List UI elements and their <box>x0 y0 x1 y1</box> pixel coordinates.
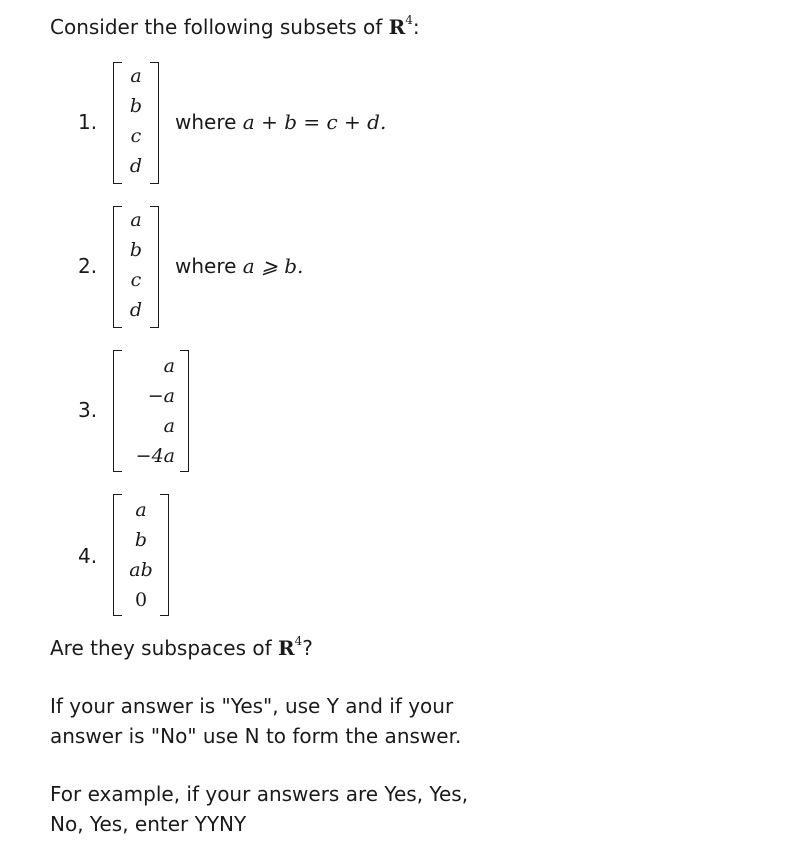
vector-matrix-2 <box>113 206 159 328</box>
instructions-line-2: answer is "No" use N to form the answer. <box>50 724 462 748</box>
condition-end: . <box>297 254 304 278</box>
question-line <box>50 636 313 660</box>
matrix-entry: b <box>129 239 143 261</box>
matrix-entry: a <box>163 415 175 437</box>
item-number: 3. <box>78 398 98 422</box>
matrix-entry: ab <box>129 559 153 581</box>
instructions-line-1: If your answer is "Yes", use Y and if your <box>50 694 454 718</box>
matrix-entry: a <box>163 355 175 377</box>
matrix-entry: a <box>135 499 147 521</box>
matrix-entry: d <box>129 155 143 177</box>
item-number: 1. <box>78 110 98 134</box>
example-line-1: For example, if your answers are Yes, Yes, <box>50 782 469 806</box>
set-exponent: 4 <box>405 13 413 28</box>
vector-matrix-4 <box>113 494 169 616</box>
matrix-entry: −4a <box>135 445 175 467</box>
example-line-2: No, Yes, enter YYNY <box>50 812 247 836</box>
condition-math: a + b = c + d <box>242 110 380 134</box>
condition-2 <box>175 254 303 278</box>
matrix-entry: d <box>129 299 143 321</box>
condition-1 <box>175 110 386 134</box>
matrix-entry: 0 <box>134 589 148 611</box>
question-text: Are they subspaces of <box>50 636 279 660</box>
vector-matrix-1 <box>113 62 159 184</box>
matrix-entry: c <box>130 269 142 291</box>
intro-text: Consider the following subsets of <box>50 15 389 39</box>
intro-end: : <box>412 15 420 39</box>
matrix-entry: b <box>134 529 148 551</box>
intro-line <box>50 15 420 39</box>
matrix-entry: −a <box>147 385 175 407</box>
set-symbol: R <box>278 636 295 660</box>
set-exponent: 4 <box>294 634 303 649</box>
condition-prefix: where <box>175 254 243 278</box>
matrix-entry: b <box>129 95 143 117</box>
question-end: ? <box>302 636 313 660</box>
condition-math: a ⩾ b <box>242 254 297 278</box>
set-symbol: R <box>388 15 406 39</box>
vector-matrix-3 <box>113 350 189 472</box>
condition-prefix: where <box>175 110 243 134</box>
matrix-entry: c <box>130 125 142 147</box>
matrix-entry: a <box>130 65 142 87</box>
condition-end: . <box>379 110 387 134</box>
item-number: 4. <box>78 544 98 568</box>
matrix-entry: a <box>130 209 142 231</box>
item-number: 2. <box>78 254 98 278</box>
